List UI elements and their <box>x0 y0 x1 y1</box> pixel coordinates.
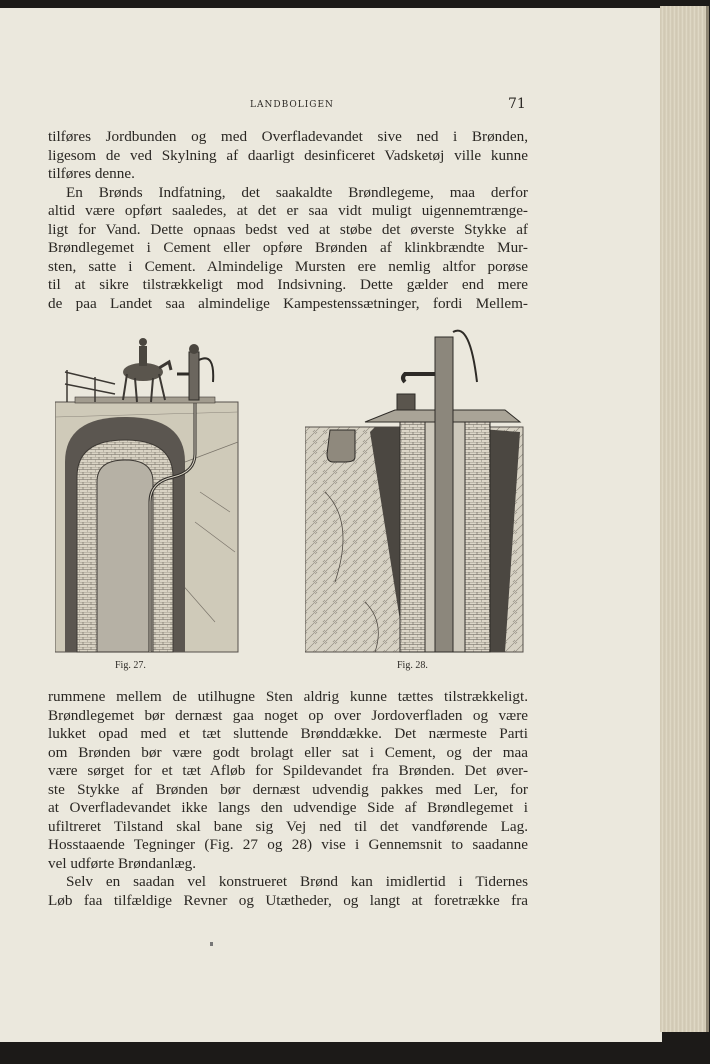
ink-speck <box>210 942 213 946</box>
figure-27-caption: Fig. 27. <box>115 660 146 671</box>
text-line: ligesom de ved Skylning af daarligt desinficeret Vadsketøj ville kunne <box>48 146 528 164</box>
text-line: Selv en saadan vel konstrueret Brønd kan imidlertid i Tidernes <box>66 873 528 890</box>
text-line: altid være opført saaledes, at det er saa vidt muligt uigennemtrænge- <box>48 202 528 219</box>
paragraph-top <box>48 128 528 313</box>
text-line: lukket opad med et tæt sluttende Brønddække. Det nærmeste Parti <box>48 725 528 742</box>
figure-28-caption: Fig. 28. <box>397 660 428 671</box>
text-line: vel udførte Brøndanlæg. <box>48 854 197 872</box>
text-line: Løb faa tilfældige Revner og Utætheder, og langt at foretrække fra <box>48 891 528 909</box>
figure-27-illustration <box>55 322 240 654</box>
text-line: rummene mellem de utilhugne Sten aldrig kunne tættes tilstrækkeligt. <box>48 688 528 705</box>
page-edges <box>660 6 709 1032</box>
text-line: ste Stykke af Brønden bør dernæst udvendig pakkes med Ler, for <box>48 780 528 798</box>
text-line: En Brønds Indfatning, det saakaldte Brøndlegeme, maa derfor <box>66 183 528 201</box>
figure-28-illustration <box>305 322 525 654</box>
text-line: være sørget for et tæt Afløb for Spildevandet fra Brønden. Det øver- <box>48 762 528 779</box>
text-line: Brøndlegemet bør dernæst gaa noget op over Jordoverfladen og være <box>48 706 528 724</box>
text-line: de paa Landet saa almindelige Kampestenssætninger, fordi Mellem- <box>48 294 528 312</box>
running-head: LANDBOLIGEN <box>250 100 334 110</box>
text-line: om Brønden bør være godt brolagt eller sat i Cement, og der maa <box>48 743 528 761</box>
text-line: Brøndlegemet i Cement eller opføre Brønden af klinkbrændte Mur- <box>48 239 528 256</box>
text-line: tilføres Jordbunden og med Overfladevandet sive ned i Brønden, <box>48 128 528 145</box>
text-line: ligt for Vand. Dette opnaas bedst ved at støbe det øverste Stykke af <box>48 220 528 238</box>
page-number: 71 <box>508 96 526 112</box>
text-line: ufiltreret Tilstand skal bane sig Vej ned til det vandførende Lag. <box>48 817 528 835</box>
text-line: tilføres denne. <box>48 165 135 182</box>
paragraph-bottom <box>48 688 528 910</box>
text-line: at Overfladevandet ikke langs den udvendige Side af Brøndlegemet i <box>48 799 528 816</box>
text-line: til at sikre tilstrækkeligt mod Indsivning. Dette gælder end mere <box>48 276 528 293</box>
text-line: sten, satte i Cement. Almindelige Mursten ere nemlig altfor porøse <box>48 257 528 275</box>
text-line: Hosstaaende Tegninger (Fig. 27 og 28) vise i Gennemsnit to saadanne <box>48 836 528 853</box>
